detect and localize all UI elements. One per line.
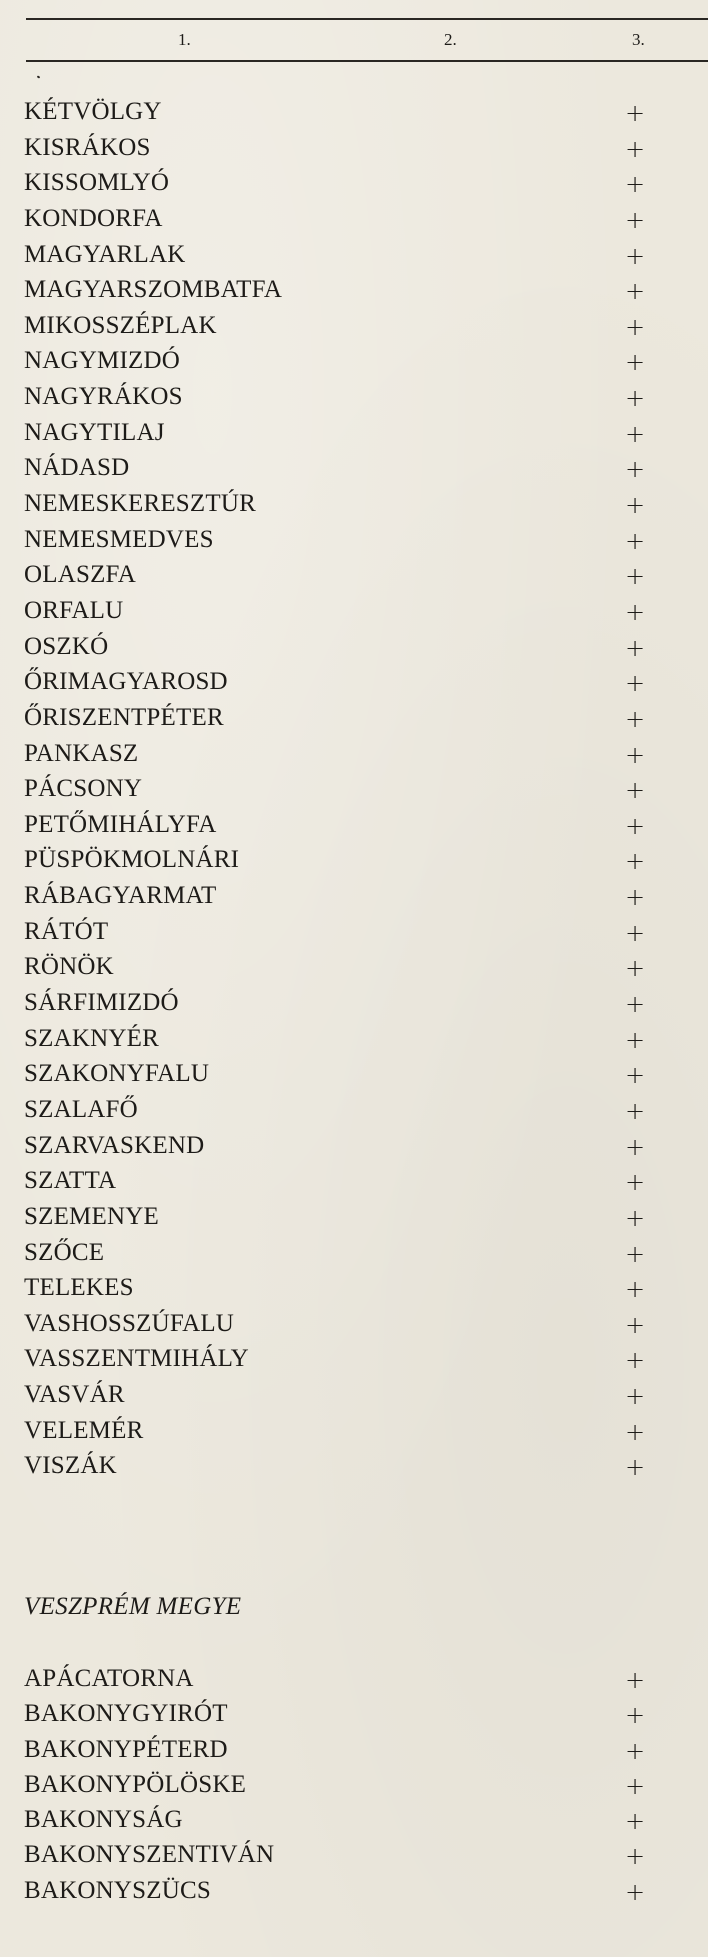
plus-mark: +: [625, 847, 646, 876]
settlement-row: [0, 131, 708, 167]
plus-mark: +: [625, 1346, 646, 1375]
column-header-3: 3.: [632, 30, 645, 49]
settlement-row: [0, 630, 708, 666]
settlement-row: [0, 772, 708, 808]
settlement-name: SZŐCE: [24, 1238, 105, 1266]
settlement-row: [0, 879, 708, 915]
plus-mark: +: [625, 277, 646, 306]
settlement-row: [0, 95, 708, 131]
plus-mark: +: [625, 170, 646, 199]
plus-mark: +: [625, 1203, 646, 1232]
settlement-name: SÁRFIMIZDÓ: [24, 989, 179, 1017]
settlement-row: [0, 1057, 708, 1093]
settlement-name: KÉTVÖLGY: [24, 98, 162, 125]
plus-mark: +: [625, 1025, 646, 1054]
settlement-row: [0, 1342, 708, 1378]
plus-mark: +: [625, 597, 646, 626]
plus-mark: +: [625, 419, 646, 448]
table-top-rule: [26, 18, 708, 20]
settlement-name: KISSOMLYÓ: [24, 169, 170, 197]
settlement-row: [0, 1414, 708, 1450]
settlement-name: VASHOSSZÚFALU: [24, 1309, 235, 1337]
settlement-row: [0, 451, 708, 487]
settlement-row: [0, 1662, 708, 1697]
settlement-name: VASVÁR: [24, 1381, 125, 1409]
plus-mark: +: [625, 205, 646, 234]
settlement-name: RÖNÖK: [24, 953, 114, 981]
settlement-name: ŐRISZENTPÉTER: [24, 703, 224, 731]
settlement-name: KISRÁKOS: [24, 133, 151, 161]
settlement-name: PÜSPÖKMOLNÁRI: [24, 846, 240, 874]
settlement-name: BAKONYSZÜCS: [24, 1876, 211, 1904]
settlement-name: VISZÁK: [24, 1452, 117, 1480]
settlement-row: [0, 380, 708, 416]
plus-mark: +: [625, 491, 646, 520]
plus-mark: +: [625, 1275, 646, 1304]
settlement-row: [0, 1378, 708, 1414]
plus-mark: +: [625, 740, 646, 769]
settlement-row: [0, 1200, 708, 1236]
plus-mark: +: [625, 918, 646, 947]
plus-mark: +: [625, 312, 646, 341]
settlement-row: [0, 416, 708, 452]
settlement-name: KONDORFA: [24, 204, 163, 232]
settlement-name: NÁDASD: [24, 454, 130, 482]
plus-mark: +: [625, 1842, 646, 1871]
settlement-name: VELEMÉR: [24, 1416, 144, 1444]
settlement-name: BAKONYSÁG: [24, 1806, 183, 1834]
plus-mark: +: [625, 1807, 646, 1836]
settlement-row: [0, 238, 708, 274]
settlement-row: [0, 1093, 708, 1129]
veszprem-county-settlement-list: [0, 1662, 708, 1909]
settlement-name: ŐRIMAGYAROSD: [24, 668, 228, 696]
plus-mark: +: [625, 1877, 646, 1906]
column-header-2: 2.: [444, 30, 457, 49]
settlement-name: BAKONYSZENTIVÁN: [24, 1841, 275, 1869]
plus-mark: +: [625, 348, 646, 377]
plus-mark: +: [625, 1453, 646, 1482]
plus-mark: +: [625, 1239, 646, 1268]
settlement-row: [0, 1768, 708, 1803]
plus-mark: +: [625, 633, 646, 662]
plus-mark: +: [625, 384, 646, 413]
settlement-name: MAGYARLAK: [24, 240, 186, 268]
settlement-name: PANKASZ: [24, 739, 139, 767]
plus-mark: +: [625, 99, 646, 127]
settlement-row: [0, 701, 708, 737]
plus-mark: +: [625, 1736, 646, 1765]
settlement-name: APÁCATORNA: [24, 1665, 194, 1692]
plus-mark: +: [625, 241, 646, 270]
settlement-name: OLASZFA: [24, 561, 137, 589]
column-header-1: 1.: [178, 30, 191, 49]
settlement-name: NEMESKERESZTÚR: [24, 490, 256, 518]
print-speck: [37, 75, 41, 78]
settlement-name: BAKONYGYIRÓT: [24, 1700, 228, 1728]
settlement-row: [0, 915, 708, 951]
settlement-name: BAKONYPÖLÖSKE: [24, 1770, 247, 1798]
plus-mark: +: [625, 1061, 646, 1090]
plus-mark: +: [625, 704, 646, 733]
settlement-row: [0, 737, 708, 773]
plus-mark: +: [625, 1132, 646, 1161]
settlement-row: [0, 950, 708, 986]
plus-mark: +: [625, 954, 646, 983]
settlement-row: [0, 594, 708, 630]
settlement-name: MAGYARSZOMBATFA: [24, 276, 283, 304]
settlement-row: [0, 309, 708, 345]
section-title-veszprem: VESZPRÉM MEGYE: [24, 1593, 242, 1620]
settlement-name: PÁCSONY: [24, 775, 143, 803]
settlement-row: [0, 1164, 708, 1200]
settlement-name: OSZKÓ: [24, 632, 109, 660]
settlement-row: [0, 843, 708, 879]
settlement-name: RÁBAGYARMAT: [24, 882, 217, 910]
plus-mark: +: [625, 1417, 646, 1446]
settlement-row: [0, 986, 708, 1022]
settlement-name: NAGYMIZDÓ: [24, 347, 180, 375]
settlement-name: SZARVASKEND: [24, 1131, 205, 1159]
settlement-name: SZATTA: [24, 1167, 117, 1195]
settlement-row: [0, 1803, 708, 1838]
settlement-row: [0, 1022, 708, 1058]
plus-mark: +: [625, 562, 646, 591]
settlement-name: SZAKNYÉR: [24, 1024, 159, 1052]
settlement-row: [0, 523, 708, 559]
plus-mark: +: [625, 990, 646, 1019]
settlement-name: SZAKONYFALU: [24, 1060, 210, 1088]
settlement-row: [0, 166, 708, 202]
settlement-row: [0, 1271, 708, 1307]
settlement-row: [0, 344, 708, 380]
table-header-rule: [26, 60, 708, 62]
settlement-row: [0, 1733, 708, 1768]
plus-mark: +: [625, 1701, 646, 1730]
settlement-name: ORFALU: [24, 596, 124, 624]
plus-mark: +: [625, 1666, 646, 1694]
plus-mark: +: [625, 1096, 646, 1125]
settlement-name: NEMESMEDVES: [24, 525, 214, 553]
settlement-row: [0, 487, 708, 523]
settlement-row: [0, 273, 708, 309]
settlement-name: MIKOSSZÉPLAK: [24, 311, 217, 339]
plus-mark: +: [625, 669, 646, 698]
plus-mark: +: [625, 1310, 646, 1339]
vas-county-settlement-list: [0, 95, 708, 1485]
settlement-row: [0, 665, 708, 701]
plus-mark: +: [625, 455, 646, 484]
plus-mark: +: [625, 1382, 646, 1411]
plus-mark: +: [625, 1771, 646, 1800]
settlement-row: [0, 558, 708, 594]
settlement-row: [0, 1697, 708, 1732]
settlement-row: [0, 1307, 708, 1343]
settlement-row: [0, 202, 708, 238]
plus-mark: +: [625, 134, 646, 163]
settlement-row: [0, 1129, 708, 1165]
plus-mark: +: [625, 883, 646, 912]
settlement-name: PETŐMIHÁLYFA: [24, 810, 217, 838]
settlement-row: [0, 808, 708, 844]
settlement-row: [0, 1838, 708, 1873]
settlement-row: [0, 1449, 708, 1485]
settlement-row: [0, 1236, 708, 1272]
settlement-name: NAGYTILAJ: [24, 418, 165, 446]
plus-mark: +: [625, 526, 646, 555]
plus-mark: +: [625, 1168, 646, 1197]
settlement-name: TELEKES: [24, 1274, 134, 1302]
settlement-name: VASSZENTMIHÁLY: [24, 1345, 249, 1373]
settlement-name: NAGYRÁKOS: [24, 383, 183, 411]
settlement-name: SZALAFŐ: [24, 1095, 138, 1123]
settlement-name: BAKONYPÉTERD: [24, 1735, 228, 1763]
settlement-row: [0, 1874, 708, 1909]
plus-mark: +: [625, 776, 646, 805]
settlement-name: SZEMENYE: [24, 1202, 159, 1230]
plus-mark: +: [625, 811, 646, 840]
settlement-name: RÁTÓT: [24, 917, 109, 945]
